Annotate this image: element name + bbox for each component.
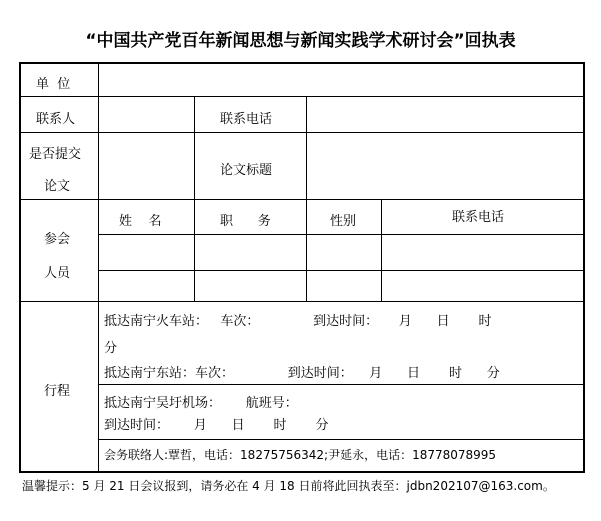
- itinerary-train-station: 抵达南宁火车站： 车次： 到达时间： 月 日 时: [104, 314, 492, 329]
- page-title: “中国共产党百年新闻思想与新闻实践学术研讨会”回执表: [85, 31, 516, 51]
- unit-field[interactable]: [196, 62, 582, 96]
- contact-field[interactable]: [99, 97, 193, 131]
- label-submit-paper-2: 论文: [44, 179, 71, 194]
- label-paper-title: 论文标题: [220, 163, 273, 178]
- divider: [19, 199, 583, 200]
- label-itinerary: 行程: [44, 384, 71, 399]
- divider: [98, 270, 583, 271]
- submit-paper-field[interactable]: [99, 133, 193, 199]
- label-contact: 联系人: [36, 112, 76, 127]
- header-name: 姓 名: [119, 214, 162, 229]
- divider: [98, 234, 583, 235]
- itinerary-airport-time: 到达时间： 月 日 时 分: [104, 418, 329, 433]
- label-submit-paper: 是否提交: [29, 147, 82, 162]
- itinerary-airport: 抵达南宁吴圩机场： 航班号：: [104, 396, 298, 411]
- divider: [98, 439, 583, 440]
- label-attendees: 参会: [44, 232, 71, 247]
- paper-title-field[interactable]: [307, 133, 582, 199]
- contact-phone-field[interactable]: [307, 97, 582, 131]
- label-contact-phone: 联系电话: [220, 112, 273, 127]
- header-gender: 性别: [330, 214, 357, 229]
- header-phone: 联系电话: [452, 210, 505, 225]
- itinerary-train-station-minute: 分: [104, 341, 118, 356]
- itinerary-east-station: 抵达南宁东站：车次： 到达时间： 月 日 时 分: [104, 366, 500, 381]
- label-attendees-2: 人员: [44, 266, 71, 281]
- divider: [194, 96, 195, 301]
- divider: [19, 301, 583, 302]
- footer-note: 温馨提示：5 月 21 日会议报到，请务必在 4 月 18 日前将此回执表至：jdbn202107@163.com。: [22, 479, 555, 493]
- divider: [381, 199, 382, 301]
- header-position: 职 务: [220, 214, 271, 229]
- conference-contacts: 会务联络人:覃哲，电话：18275756342;尹延永，电话：18778078995: [104, 448, 497, 462]
- label-unit: 单 位: [36, 77, 71, 92]
- divider: [98, 384, 583, 385]
